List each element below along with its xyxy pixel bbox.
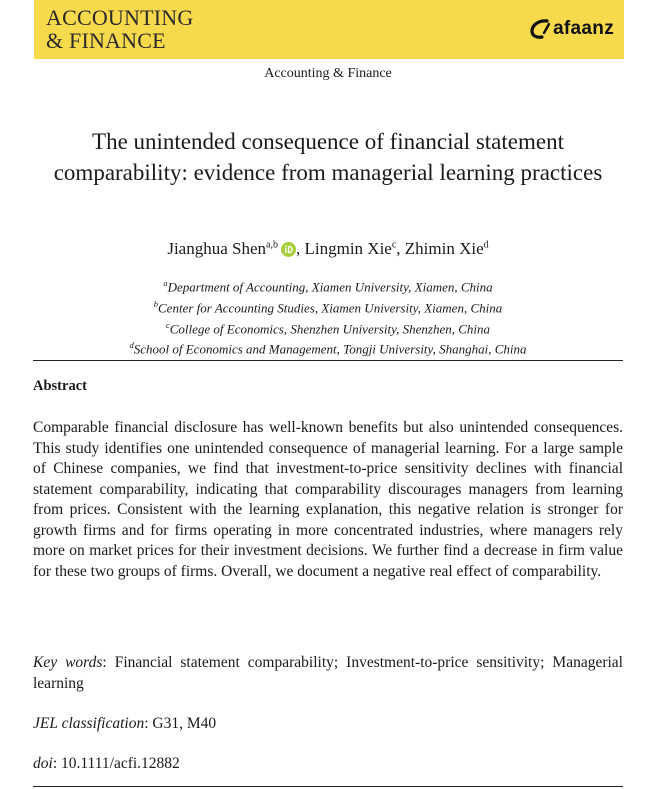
- author-list: Jianghua Shen$^{a,b}$ , Lingmin Xie$^c$, Zhimin Xie$^d$: [167, 239, 489, 258]
- abstract-top-divider: [33, 360, 623, 361]
- keywords-value: Financial statement comparability; Investment-to-price sensitivity; Managerial learning: [33, 654, 623, 692]
- doi-line: doi: 10.1111/acfi.12882: [33, 755, 180, 772]
- author-name: Zhimin Xie: [404, 239, 484, 258]
- journal-logo-line1: ACCOUNTING: [46, 5, 194, 30]
- abstract-heading: Abstract: [33, 378, 87, 394]
- keywords: Key words: Financial statement comparability; Investment-to-price sensitivity; Managerial learning: [33, 654, 623, 692]
- publisher-logo: [529, 15, 614, 43]
- jel-classification: JEL classification: G31, M40: [33, 715, 217, 732]
- doi-label: doi: [33, 755, 53, 772]
- jel-label: JEL classification: [33, 715, 145, 732]
- afaanz-swoosh-icon: [529, 18, 551, 40]
- journal-header-band: [34, 0, 624, 59]
- paper-title: The unintended consequence of financial statement comparability: evidence from managerial learning practices: [53, 129, 603, 185]
- abstract-bottom-divider: [33, 786, 623, 787]
- publisher-logo-text: afaanz: [553, 18, 614, 39]
- author-name: Jianghua Shen: [167, 239, 267, 258]
- jel-value: G31, M40: [152, 715, 217, 732]
- journal-logo: [46, 6, 193, 52]
- affiliation-item: $^c$College of Economics, Shenzhen University, Shenzhen, China: [165, 319, 491, 336]
- abstract-body: Comparable financial disclosure has well-known benefits but also unintended consequences. This study identifies one unintended consequence of managerial learning. For a large sample of Chinese companies, we find that investment-to-price sensitivity declines with financial statement comparability, indicating that comparability discourages managers from learning from prices. Consistent with the learning explanation, this negative relation is stronger for growth firms and for firms operating in more concentrated industries, where managers rely more on market prices for their investment decisions. We further find a decrease in firm value for these two groups of firms. Overall, we document a negative real effect of comparability.: [33, 419, 623, 580]
- affiliation-item: $^a$Department of Accounting, Xiamen University, Xiamen, China: [163, 278, 493, 295]
- affiliation-item: $^d$School of Economics and Management, Tongji University, Shanghai, China: [129, 340, 527, 357]
- doi-link[interactable]: 10.1111/acfi.12882: [61, 755, 180, 772]
- journal-logo-line2: & FINANCE: [46, 28, 166, 53]
- running-head: Accounting & Finance: [264, 66, 392, 81]
- keywords-label: Key words: [33, 654, 103, 671]
- author-affiliation-marker: d: [483, 239, 489, 251]
- author-affiliation-marker: a,b: [266, 239, 278, 251]
- author-affiliation-marker: c: [391, 239, 397, 251]
- affiliation-list: [0, 275, 656, 358]
- affiliation-item: $^b$Center for Accounting Studies, Xiamen University, Xiamen, China: [153, 298, 503, 316]
- author-name: Lingmin Xie: [304, 239, 392, 258]
- orcid-icon[interactable]: [281, 242, 296, 257]
